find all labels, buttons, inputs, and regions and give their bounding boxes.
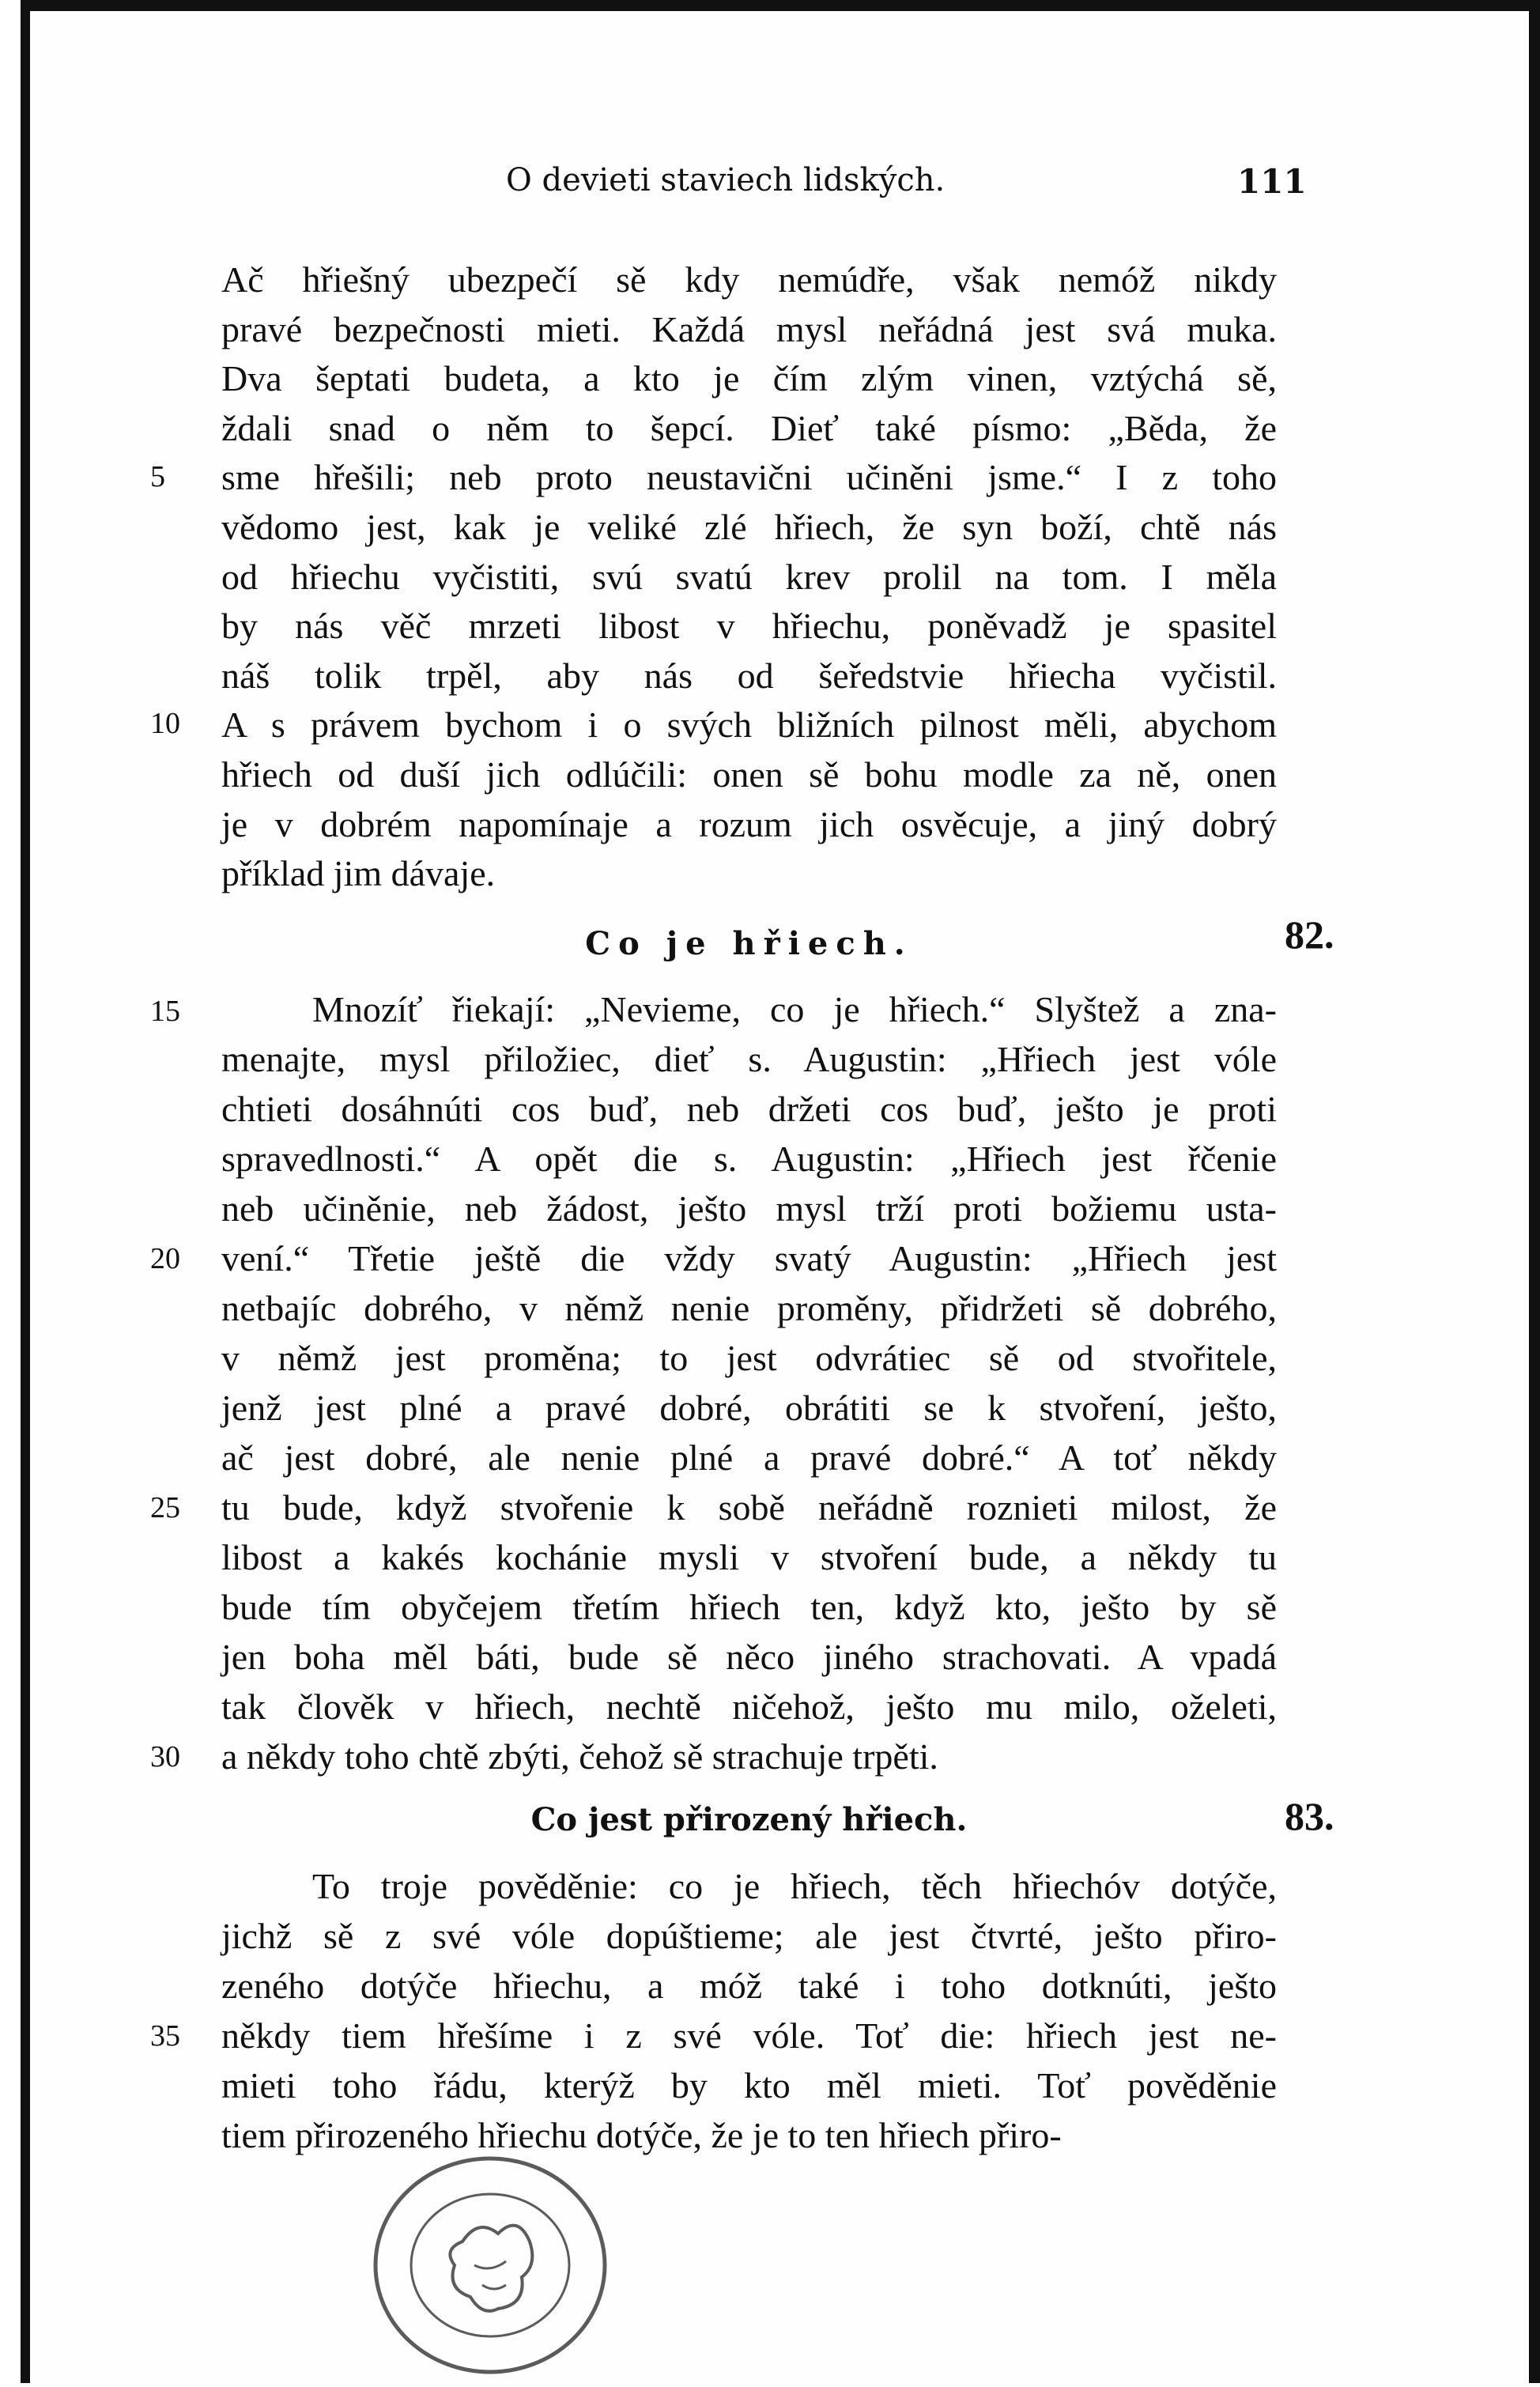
text-line: ždali snad o něm to šepcí. Dieť také písmo: „Běda, že [221, 407, 1277, 448]
text-line: ač jest dobré, ale nenie plné a pravé dobré.“ A toť někdy [221, 1437, 1277, 1478]
text-line: libost a kakés kochánie mysli v stvoření bude, a někdy tu [221, 1537, 1277, 1577]
line-number: 10 [150, 707, 180, 740]
text-line: a někdy toho chtě zbýti, čehož sě strachuje trpěti. [221, 1736, 938, 1777]
text-line: příklad jim dávaje. [221, 853, 496, 894]
text-line: bude tím obyčejem třetím hřiech ten, když kto, ješto by sě [221, 1587, 1277, 1627]
text-line: vení.“ Třetie ještě die vždy svatý Augustin: „Hřiech jest [221, 1238, 1277, 1278]
text-line: by nás věč mrzeti libost v hřiechu, poněvadž je spasitel [221, 606, 1277, 647]
text-line: netbajíc dobrého, v němž nenie proměny, přidržeti sě dobrého, [221, 1288, 1277, 1328]
text-line: menajte, mysl přiložiec, dieť s. Augustin: „Hřiech jest vóle [221, 1039, 1277, 1079]
running-title: O devieti staviech lidských. [506, 162, 946, 198]
text-line: hřiech od duší jich odlúčili: onen sě bohu modle za ně, onen [221, 754, 1277, 795]
line-number: 5 [150, 460, 165, 493]
text-line: od hřiechu vyčistiti, svú svatú krev prolil na tom. I měla [221, 556, 1277, 597]
text-line: vědomo jest, kak je veliké zlé hřiech, že syn boží, chtě nás [221, 507, 1277, 547]
text-line: To troje pověděnie: co je hřiech, těch hřiechóv dotýče, [312, 1866, 1277, 1906]
text-line: Ač hřiešný ubezpečí sě kdy nemúdře, však nemóž nikdy [221, 259, 1277, 300]
text-line: někdy tiem hřešíme i z své vóle. Toť die: hřiech jest ne- [221, 2015, 1277, 2056]
text-line: Dva šeptati budeta, a kto je čím zlým vinen, vztýchá sě, [221, 358, 1277, 399]
library-stamp [364, 2147, 617, 2384]
text-line: zeného dotýče hřiechu, a móž také i toho dotknúti, ješto [221, 1966, 1277, 2006]
text-line: mieti toho řádu, kterýž by kto měl mieti. Toť pověděnie [221, 2065, 1277, 2106]
text-line: chtieti dosáhnúti cos buď, neb držeti cos buď, ješto je proti [221, 1089, 1277, 1129]
text-line: neb učiněnie, neb žádost, ješto mysl trží proti božiemu usta- [221, 1188, 1277, 1229]
text-line: v němž jest proměna; to jest odvrátiec sě od stvořitele, [221, 1338, 1277, 1378]
text-line: náš tolik trpěl, aby nás od šeředstvie hřiecha vyčistil. [221, 655, 1277, 696]
section-number-82: 82. [1285, 912, 1334, 957]
text-line: sme hřešili; neb proto neustavični učiněni jsme.“ I z toho [221, 457, 1277, 498]
text-line: jenž jest plné a pravé dobré, obrátiti se k stvoření, ješto, [221, 1388, 1277, 1428]
section-number-83: 83. [1285, 1794, 1334, 1838]
text-line: jen boha měl báti, bude sě něco jiného strachovati. A vpadá [221, 1637, 1277, 1677]
line-number: 30 [150, 1740, 180, 1773]
text-line: pravé bezpečnosti mieti. Každá mysl neřádná jest svá muka. [221, 308, 1277, 349]
text-line: spravedlnosti.“ A opět die s. Augustin: „Hřiech jest řčenie [221, 1139, 1277, 1179]
section-heading-83: Co jest přirozený hřiech. [530, 1801, 968, 1838]
text-line: je v dobrém napomínaje a rozum jich osvěcuje, a jiný dobrý [221, 803, 1277, 844]
line-number: 15 [150, 995, 180, 1028]
line-number: 35 [150, 2019, 180, 2053]
line-number: 20 [150, 1242, 180, 1275]
text-line: Mnozíť řiekají: „Nevieme, co je hřiech.“ Slyštež a zna- [312, 989, 1277, 1029]
text-line: jichž sě z své vóle dopúštieme; ale jest čtvrté, ješto přiro- [221, 1916, 1277, 1956]
section-heading-82: Co je hřiech. [585, 925, 913, 962]
page-number: 111 [1237, 162, 1307, 201]
line-number: 25 [150, 1491, 180, 1524]
text-line: tu bude, když stvořenie k sobě neřádně roznieti milost, že [221, 1487, 1277, 1528]
text-line: A s právem bychom i o svých bližních pilnost měli, abychom [221, 704, 1277, 746]
text-line: tiem přirozeného hřiechu dotýče, že je to ten hřiech přiro- [221, 2115, 1062, 2155]
text-line: tak člověk v hřiech, nechtě ničehož, ješto mu milo, oželeti, [221, 1686, 1277, 1727]
